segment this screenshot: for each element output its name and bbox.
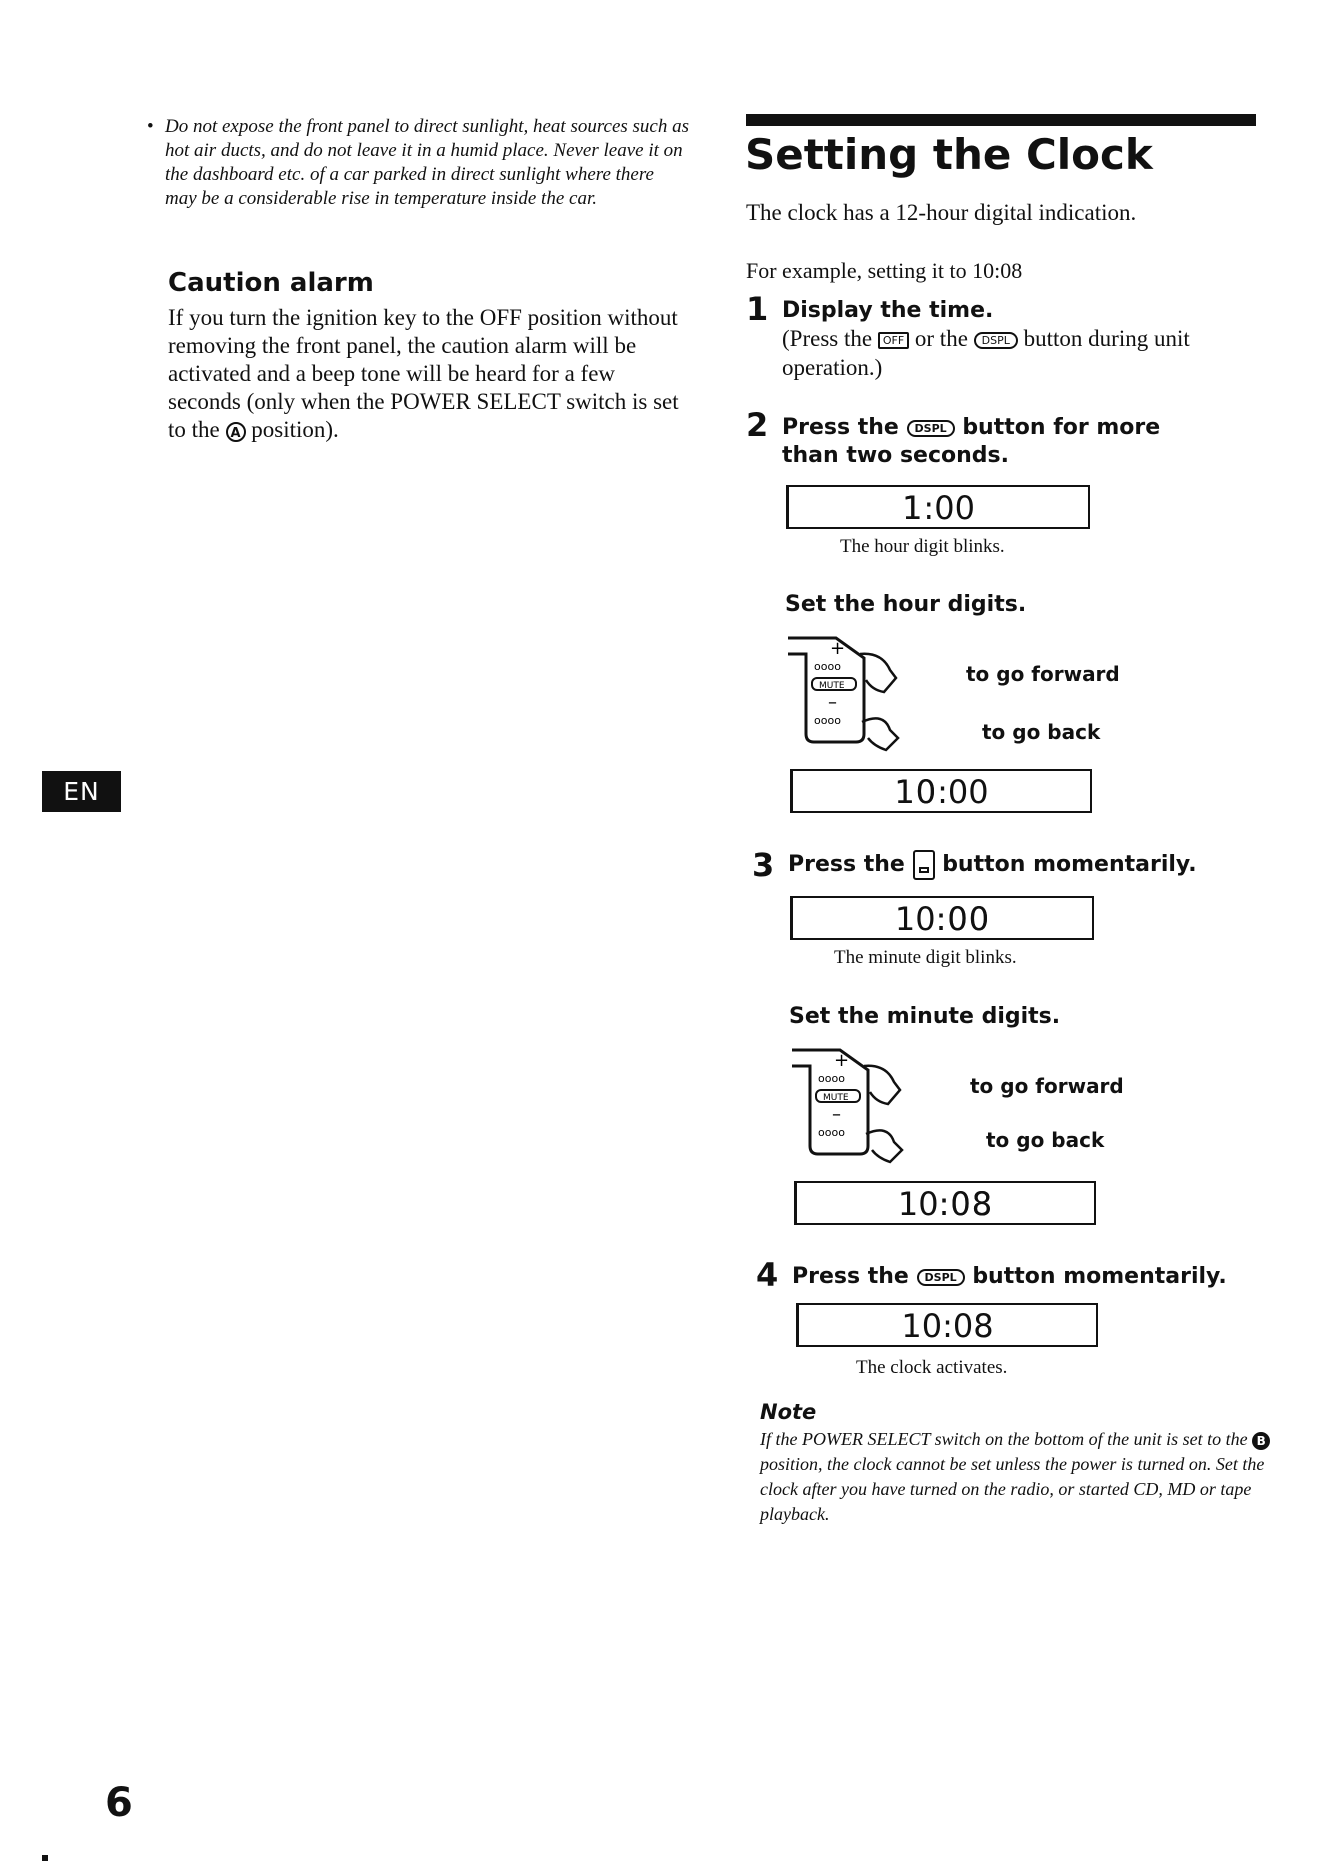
position-a-icon: A bbox=[226, 422, 246, 442]
svg-text:oooo: oooo bbox=[814, 660, 841, 673]
display-hours: 10 bbox=[894, 900, 936, 938]
step-4-heading bbox=[792, 1264, 1227, 1289]
page-number: 6 bbox=[105, 1780, 133, 1826]
mute-label: MUTE bbox=[819, 681, 845, 691]
step-2-heading bbox=[782, 414, 1222, 470]
step-1-heading: Display the time. bbox=[782, 298, 994, 323]
svg-text:oooo: oooo bbox=[818, 1126, 845, 1139]
step-4-number: 4 bbox=[756, 1256, 779, 1294]
section-example: For example, setting it to 10:08 bbox=[746, 258, 1023, 283]
svg-text:oooo: oooo bbox=[818, 1072, 845, 1085]
blinking-hour: 1 bbox=[902, 489, 924, 527]
sel-button-icon bbox=[913, 850, 935, 880]
plus-icon: + bbox=[830, 638, 846, 659]
page-title: Setting the Clock bbox=[745, 130, 1153, 179]
set-hour-heading: Set the hour digits. bbox=[785, 592, 1027, 617]
blinking-minutes: :00 bbox=[935, 900, 991, 938]
off-button-icon: OFF bbox=[878, 332, 909, 349]
step-4-heading-post: button momentarily. bbox=[972, 1264, 1227, 1289]
caution-body-end: position). bbox=[251, 417, 339, 442]
set-minute-heading: Set the minute digits. bbox=[789, 1004, 1061, 1029]
minute-blink-caption: The minute digit blinks. bbox=[834, 947, 1017, 968]
go-back-label: to go back bbox=[986, 1128, 1105, 1152]
step-2-heading-pre: Press the bbox=[782, 415, 899, 440]
step-1-body bbox=[782, 324, 1262, 382]
bullet-icon: • bbox=[147, 116, 154, 137]
note-body-pre: If the POWER SELECT switch on the bottom of the unit is set to the bbox=[760, 1429, 1248, 1449]
clock-activates-caption: The clock activates. bbox=[856, 1357, 1008, 1378]
position-b-icon: B bbox=[1252, 1432, 1270, 1450]
display-minutes: :00 bbox=[923, 489, 975, 527]
step-1-number: 1 bbox=[746, 290, 769, 328]
step-2-heading-post: button for more than two seconds. bbox=[782, 415, 1161, 468]
clock-display-minute-set bbox=[794, 1181, 1096, 1225]
front-panel-warning bbox=[147, 115, 690, 211]
step-3-heading-post: button momentarily. bbox=[942, 852, 1197, 877]
warning-text: Do not expose the front panel to direct sunlight, heat sources such as hot air ducts, and do not leave it in a humid place. Never leave it on the dashboard etc. of a car parked in direct sunlight where there may be a considerable rise in temperature inside the car. bbox=[165, 116, 690, 209]
seek-control-diagram bbox=[790, 1046, 970, 1166]
note-body-post: position, the clock cannot be set unless the power is turned on. Set the clock after you have turned on the radio, or started CD, MD or tape playback. bbox=[760, 1454, 1265, 1524]
plus-icon: + bbox=[834, 1050, 850, 1071]
seek-control-diagram bbox=[786, 634, 966, 754]
section-intro: The clock has a 12-hour digital indication. bbox=[746, 200, 1137, 225]
caution-alarm-body bbox=[168, 304, 688, 444]
clock-display-hour-blink bbox=[786, 485, 1090, 529]
note-body bbox=[760, 1427, 1280, 1527]
minus-icon: – bbox=[832, 1104, 841, 1125]
hour-blink-caption: The hour digit blinks. bbox=[840, 536, 1005, 557]
go-forward-label: to go forward bbox=[966, 662, 1120, 686]
step-3-number: 3 bbox=[752, 846, 775, 884]
clock-display-final: 10:08 bbox=[796, 1303, 1098, 1347]
dspl-button-icon: DSPL bbox=[974, 332, 1018, 349]
dspl-button-icon: DSPL bbox=[917, 1269, 965, 1286]
display-hours: 10 bbox=[897, 1185, 939, 1223]
blinking-minutes: :08 bbox=[938, 1185, 994, 1223]
step-4-heading-pre: Press the bbox=[792, 1264, 909, 1289]
step-3-heading bbox=[788, 850, 1197, 880]
step-3-heading-pre: Press the bbox=[788, 852, 905, 877]
blinking-hour: 10 bbox=[894, 773, 938, 811]
note-heading: Note bbox=[760, 1400, 817, 1424]
dspl-button-icon: DSPL bbox=[907, 420, 955, 437]
svg-text:oooo: oooo bbox=[814, 714, 841, 727]
go-back-label: to go back bbox=[982, 720, 1101, 744]
minus-icon: – bbox=[828, 692, 837, 713]
clock-display-hour-set bbox=[790, 769, 1092, 813]
step-1-body-mid: or the bbox=[914, 326, 968, 351]
step-1-body-post: button during unit operation.) bbox=[782, 326, 1190, 380]
go-forward-label: to go forward bbox=[970, 1074, 1124, 1098]
step-2-number: 2 bbox=[746, 406, 769, 444]
caution-alarm-heading: Caution alarm bbox=[168, 268, 374, 298]
caution-body-text: If you turn the ignition key to the OFF position without removing the front panel, the caution alarm will be activated and a beep tone will be heard for a few seconds (only when the POWER SELECT switch is set to the bbox=[168, 305, 679, 442]
corner-mark bbox=[42, 1855, 48, 1861]
section-rule bbox=[746, 114, 1256, 126]
language-tab: EN bbox=[42, 771, 121, 812]
clock-display-minute-blink bbox=[790, 896, 1094, 940]
display-minutes: :00 bbox=[937, 773, 989, 811]
step-1-body-pre: (Press the bbox=[782, 326, 873, 351]
mute-label: MUTE bbox=[823, 1093, 849, 1103]
